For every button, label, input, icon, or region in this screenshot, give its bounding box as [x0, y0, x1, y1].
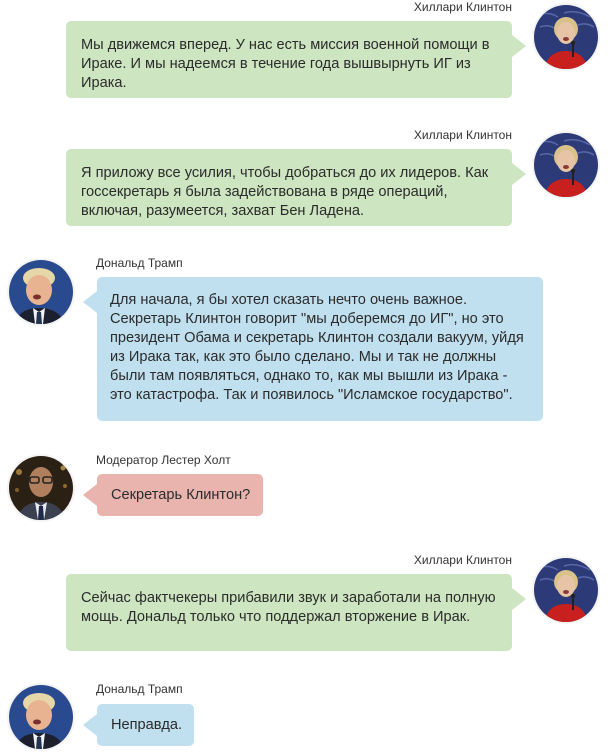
donald-trump-avatar	[7, 683, 75, 751]
speaker-name: Хиллари Клинтон	[413, 128, 512, 142]
message-bubble	[66, 149, 512, 226]
message-text: Сейчас фактчекеры прибавили звук и заработали на полную мощь. Дональд только что поддержал вторжение в Ирак.	[81, 590, 496, 625]
speaker-name: Хиллари Клинтон	[413, 0, 512, 14]
message-text: Для начала, я бы хотел сказать нечто очень важное. Секретарь Клинтон говорит "мы доберемся до ИГ", но это президент Обама и секретарь Клинтон создали вакуум, уйдя из Ирака так, как это было сделано. Мы и так не должны были там появляться, однако то, как мы вышли из Ирака - это катастрофа. Так и появилось "Исламское государство".	[110, 292, 524, 403]
lester-holt-avatar	[7, 454, 75, 522]
message-bubble	[66, 21, 512, 98]
message-bubble	[97, 704, 194, 746]
message-bubble	[97, 474, 263, 516]
message-bubble	[66, 574, 512, 651]
message-text: Я приложу все усилия, чтобы добраться до их лидеров. Как госсекретарь я была задействована в ряде операций, включая, разумеется, захват Бен Ладена.	[81, 165, 489, 219]
hillary-clinton-avatar	[532, 556, 600, 624]
message-bubble	[97, 277, 543, 421]
bubble-tail	[83, 484, 97, 506]
hillary-clinton-avatar	[532, 131, 600, 199]
speaker-name: Хиллари Клинтон	[413, 553, 512, 567]
message-text: Мы движемся вперед. У нас есть миссия военной помощи в Ираке. И мы надеемся в течение года вышвырнуть ИГ из Ирака.	[81, 37, 490, 91]
bubble-tail	[512, 588, 526, 610]
message-text: Неправда.	[111, 717, 183, 733]
speaker-name: Дональд Трамп	[96, 682, 183, 696]
speaker-name: Дональд Трамп	[96, 256, 183, 270]
hillary-clinton-avatar	[532, 3, 600, 71]
speaker-name: Модератор Лестер Холт	[96, 453, 231, 467]
bubble-tail	[512, 35, 526, 57]
bubble-tail	[83, 291, 97, 313]
message-text: Секретарь Клинтон?	[111, 487, 251, 503]
donald-trump-avatar	[7, 258, 75, 326]
bubble-tail	[512, 163, 526, 185]
bubble-tail	[83, 714, 97, 736]
